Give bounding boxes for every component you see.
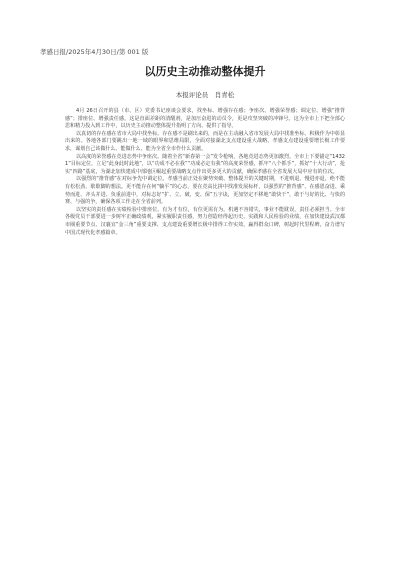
paragraph-2: 以真切的存在感在省市大局中找坐标。存在感不是刷出来的，而是在主动融入省市发展大局中找准坐标、积极作为中彰显出来的。各地各部门要跳出一地一域的眼界和思维局限，全面对接湖北支点建设重大战略、孝感支点建设重要增长极工作要求，谋划自己该做什么、能做什么、能为全省全市作什么贡献。 — [65, 130, 345, 152]
paragraph-1: 4月 26日召开的县（市、区）党委书记座谈会要求，找坐标、增强存在感；争座次、增强荣誉感；调定位、增强“推背感”；排座位、增强责任感。这是直面差距的清醒剂，是加压奋进的动员令，更是攻坚突破的冲锋号。这为全市上下把全部心思和精力投入到工作中，以历史主动推动整体提升指明了方向、提供了指导。 — [65, 108, 345, 130]
paragraph-4: 以强烈的“推背感”在对标争先中调定位。孝感当前正处在聚势突破、整体提升的关键时期，不进则退，慢进亦退，绝不能有松松劲、歇歇脚的想法。更不能存在何“躺平”的心态，要在竞高比拼中找准发展标杆，以强烈的“推背感”，在感恩奋进、乘势而进、齐头并进、负重前进中，对标志好“扩、立、破、变、保”五字诀，更加坚定不移地“敢快干”，敢于与好的比、与快的赛、与强的争，确保各项工作走在全省前列。 — [65, 176, 345, 206]
article-byline: 本报评论员 肖青松 — [175, 91, 235, 99]
article-body — [65, 108, 345, 237]
article-headline: 以历史主动推动整体提升 — [144, 65, 266, 78]
paragraph-3: 以高度的荣誉感在竞进态势中争座次。随着全省“新春第一会”发令枪响，各地竞进态势更加激烈。全市上下要锚定“14321”目标定位，立足“此身此时此地”，以“功成不必在我”“功成必定有我”的高度荣誉感，抓牢“八个抓手”，抓好“十大行动”，抢实“四路”基底，为湖北加快建成中部地区崛起重要战略支点作出更多更大的贡献，确保孝感在全省发展大局中应有的位次。 — [65, 153, 345, 175]
masthead-line: 孝感日报/2025年4月30日/第 001 版 — [40, 48, 149, 56]
paragraph-5: 以坚实的责任感在实绩检验中排座位。有为才有位，有位更需有为。机遇不容错失，事业不能耽误，责任必须担当。全市各级党员干部要进一步树牢正确政绩观，紧实履职责任感，努力创造经得起历史、实践和人民检验的业绩，在加快建设武汉都市圈重要节点、汉襄宜“金三角”重要支撑、支点建设重要增长极中排得工作实效，赢得群众口碑，树起时代里程碑，奋力谱写中国式现代化孝感篇章。 — [65, 206, 345, 236]
